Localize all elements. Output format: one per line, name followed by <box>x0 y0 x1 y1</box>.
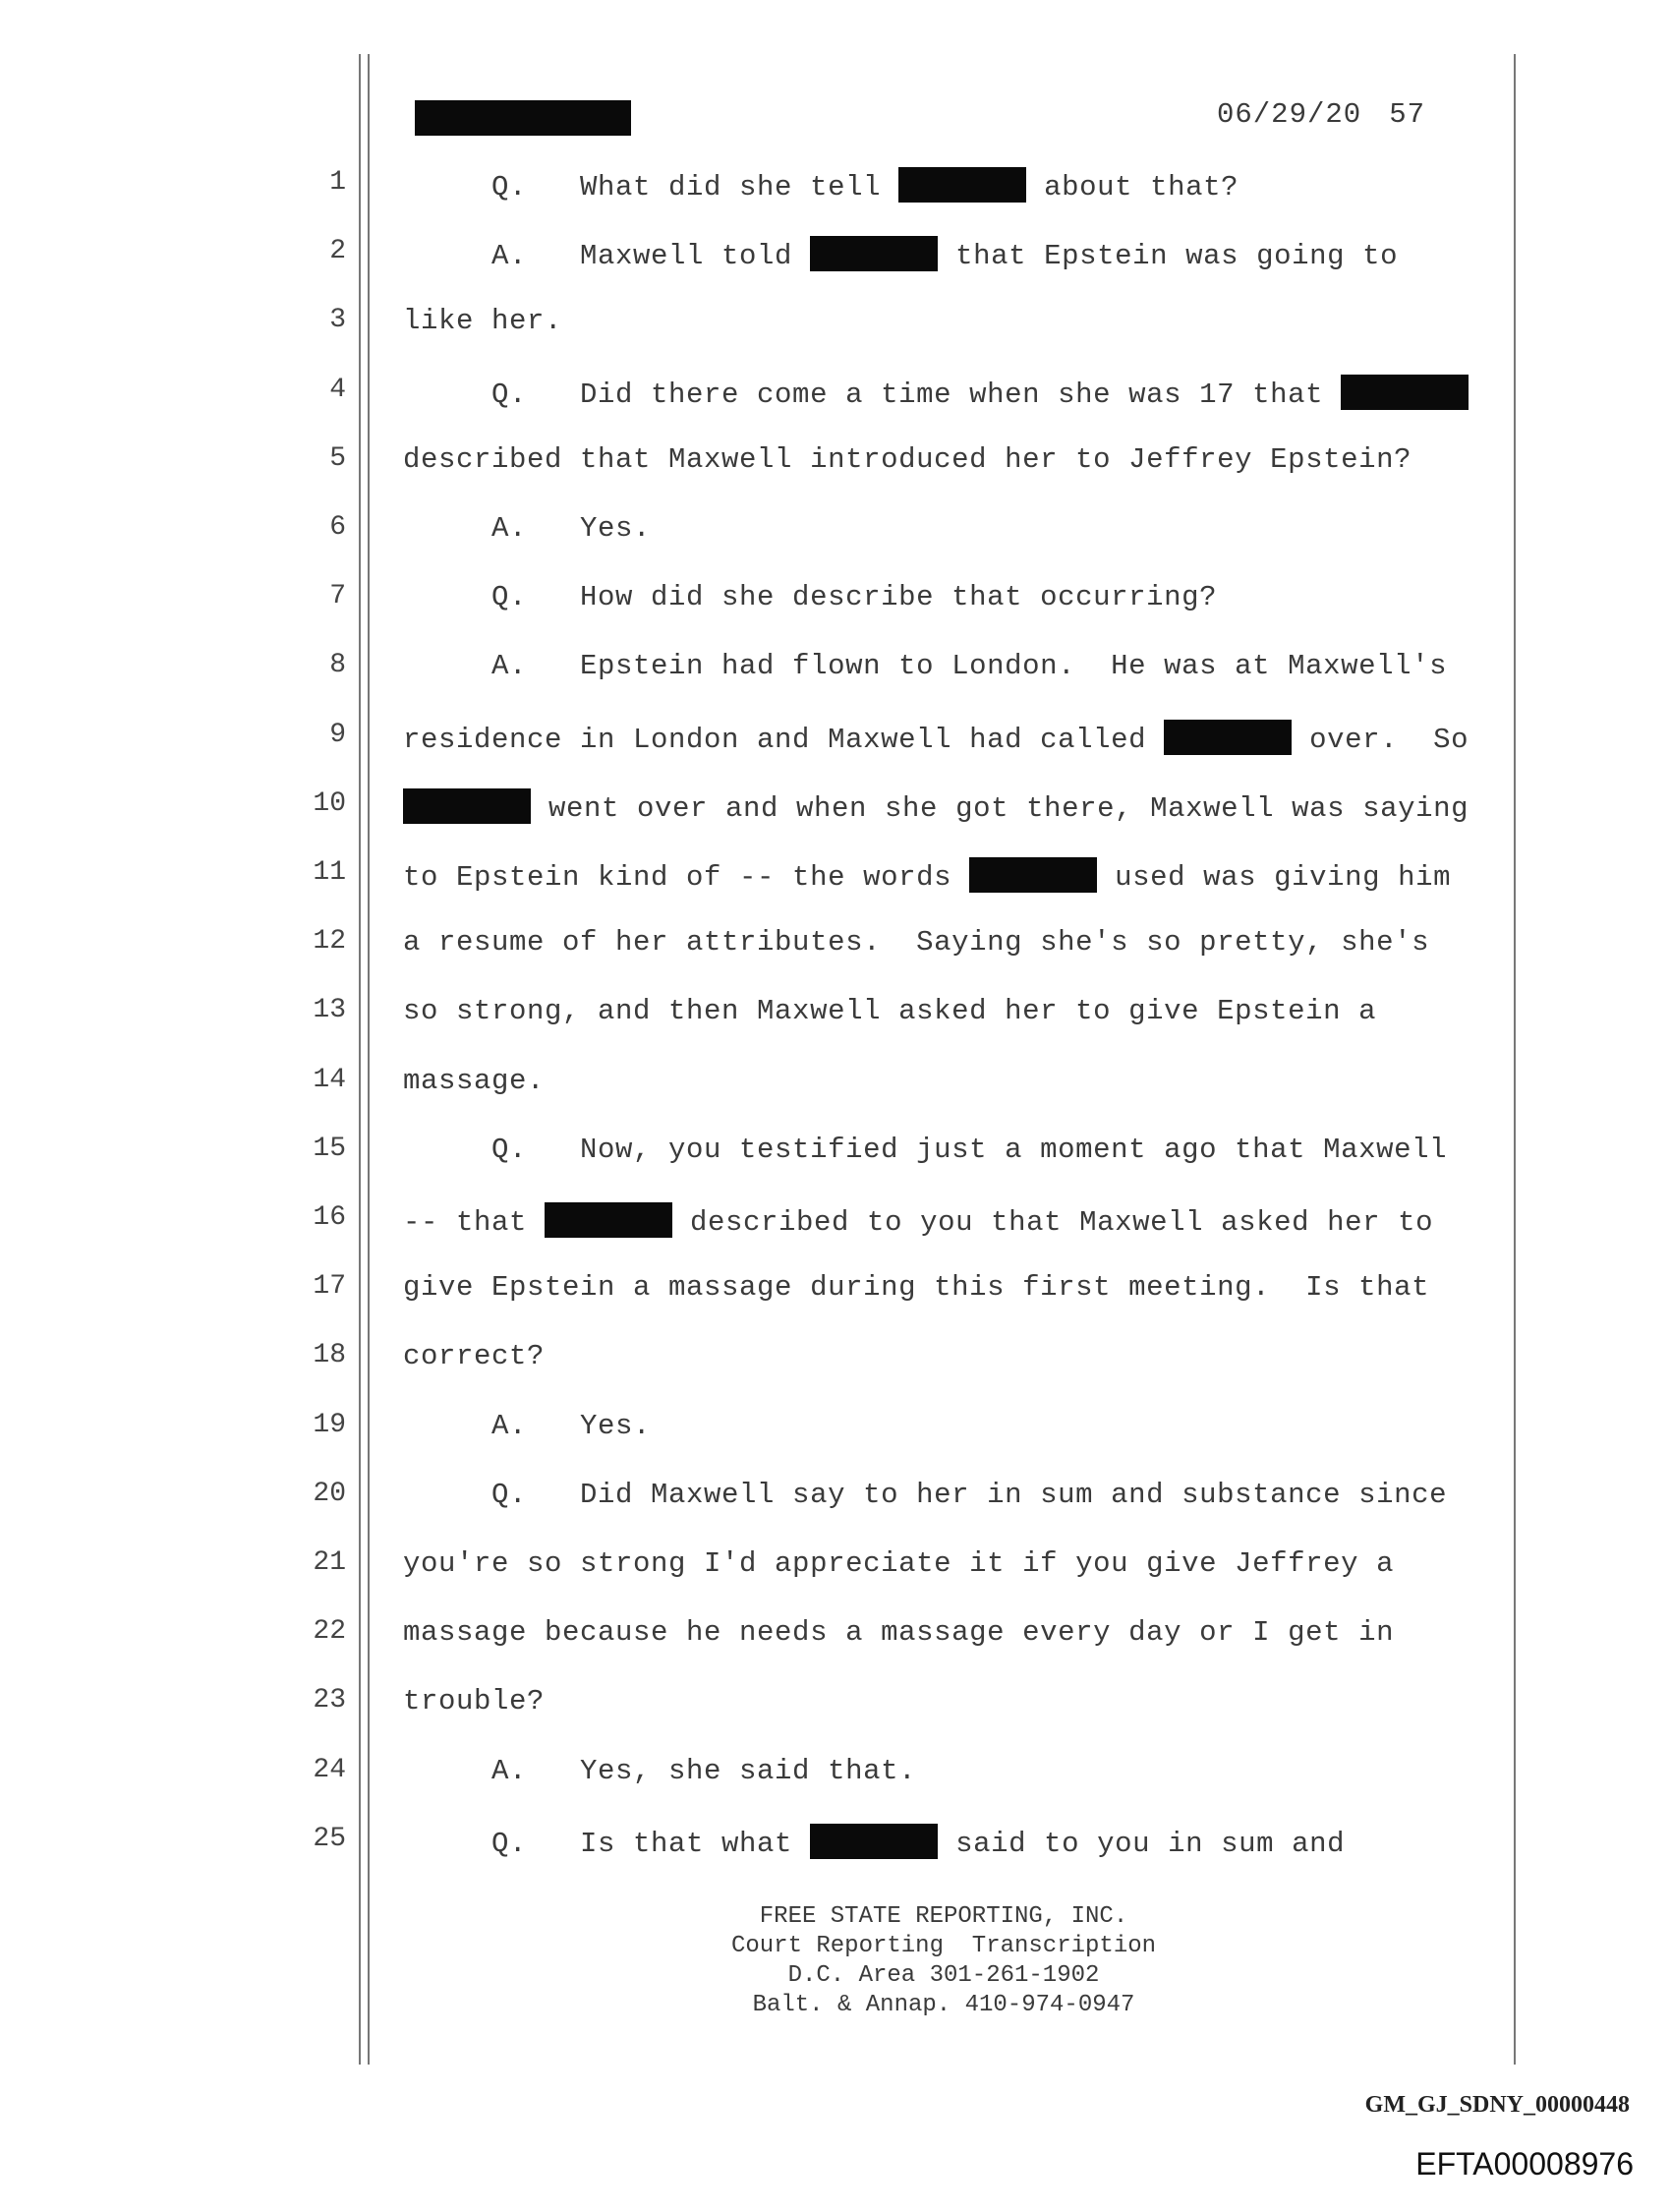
line-number: 24 <box>313 1754 346 1785</box>
line-text: residence in London and Maxwell had called <box>403 723 1165 756</box>
transcript-line <box>403 857 1451 894</box>
line-text: over. So <box>1292 723 1469 756</box>
line-text: A. Maxwell told <box>403 240 811 273</box>
line-number: 4 <box>329 374 346 405</box>
redaction-block <box>810 1824 938 1859</box>
line-number: 12 <box>313 926 346 958</box>
line-text: give Epstein a massage during this first meeting. Is that <box>403 1271 1430 1305</box>
line-number: 3 <box>329 305 346 336</box>
line-text: correct? <box>403 1340 546 1373</box>
line-number: 5 <box>329 442 346 474</box>
line-number: 14 <box>313 1064 346 1095</box>
line-text: described that Maxwell introduced her to Jeffrey Epstein? <box>403 442 1412 476</box>
line-number: 13 <box>313 995 346 1026</box>
line-text: Q. How did she describe that occurring? <box>403 581 1218 614</box>
line-text: Q. Now, you testified just a moment ago that Maxwell <box>403 1133 1448 1166</box>
line-number: 11 <box>313 857 346 888</box>
transcript-line <box>403 788 1469 825</box>
redaction-block <box>403 788 531 824</box>
line-text: Q. What did she tell <box>403 171 899 204</box>
line-number: 16 <box>313 1202 346 1233</box>
transcript-line <box>403 995 1376 1027</box>
line-number: 21 <box>313 1547 346 1578</box>
line-number: 15 <box>313 1133 346 1164</box>
transcript-line <box>403 1824 1345 1860</box>
transcript-line <box>403 305 562 337</box>
line-text: said to you in sum and <box>938 1827 1346 1860</box>
transcript-line <box>403 443 1412 476</box>
line-number: 10 <box>313 787 346 819</box>
line-number: 2 <box>329 236 346 267</box>
redaction-block <box>545 1202 672 1238</box>
line-number: 8 <box>329 650 346 681</box>
transcript-line <box>403 1755 916 1787</box>
line-number: 9 <box>329 719 346 750</box>
footer-dc-phone: D.C. Area 301-261-1902 <box>787 1962 1100 1989</box>
redaction-block <box>415 100 631 136</box>
transcript-line <box>403 1340 545 1372</box>
line-number: 19 <box>313 1409 346 1440</box>
transcript-line <box>403 512 651 545</box>
line-text: A. Epstein had flown to London. He was at Maxwell's <box>403 650 1448 683</box>
line-text: Q. Is that what <box>403 1827 811 1860</box>
efta-number: EFTA00008976 <box>1415 2146 1634 2182</box>
header-date-and-page <box>1217 98 1425 131</box>
line-text: to Epstein kind of -- the words <box>403 861 970 894</box>
transcript-line <box>403 926 1429 959</box>
line-text: went over and when she got there, Maxwell was saying <box>531 791 1469 825</box>
line-number: 18 <box>313 1340 346 1371</box>
transcript-line <box>403 1616 1394 1649</box>
transcript-line <box>403 1479 1447 1511</box>
transcript-line <box>403 1410 651 1442</box>
line-number: 7 <box>329 581 346 612</box>
transcript-line <box>403 1547 1394 1580</box>
line-number: 20 <box>313 1478 346 1509</box>
line-text: Q. Did Maxwell say to her in sum and substance since <box>403 1478 1448 1511</box>
header-date: 06/29/20 <box>1216 98 1362 131</box>
footer-balt-phone: Balt. & Annap. 410-974-0947 <box>752 1992 1135 2018</box>
redaction-block <box>969 857 1097 893</box>
transcript-line <box>403 1271 1429 1304</box>
line-text: trouble? <box>403 1685 546 1718</box>
transcript-line <box>403 581 1217 613</box>
line-text: described to you that Maxwell asked her to <box>672 1206 1434 1239</box>
line-number: 6 <box>329 512 346 543</box>
transcript-line <box>403 1685 545 1717</box>
redaction-block <box>898 167 1026 203</box>
line-number: 17 <box>313 1271 346 1303</box>
line-text: massage. <box>403 1064 546 1097</box>
left-margin-rule-outer <box>359 54 361 2065</box>
redaction-block <box>1164 720 1292 755</box>
reporter-footer <box>590 1902 1297 2020</box>
transcript-line <box>403 236 1398 272</box>
right-margin-rule <box>1514 54 1516 2065</box>
line-text: A. Yes. <box>403 512 652 545</box>
line-text: massage because he needs a massage every day or I get in <box>403 1616 1395 1650</box>
header-page-number: 57 <box>1389 98 1425 131</box>
line-number: 1 <box>329 167 346 198</box>
transcript-line <box>403 650 1447 682</box>
transcript-line <box>403 375 1469 411</box>
line-text: you're so strong I'd appreciate it if you give Jeffrey a <box>403 1547 1395 1580</box>
transcript-line <box>403 1134 1447 1166</box>
transcript-line <box>403 1202 1433 1239</box>
line-number: 25 <box>313 1823 346 1854</box>
left-margin-rule-inner <box>368 54 370 2065</box>
redaction-block <box>810 236 938 271</box>
redaction-block <box>1341 375 1469 410</box>
transcript-line <box>403 1065 545 1097</box>
line-text: used was giving him <box>1097 861 1452 894</box>
footer-company: FREE STATE REPORTING, INC. <box>759 1903 1128 1930</box>
line-text: -- that <box>403 1206 546 1239</box>
line-number: 22 <box>313 1616 346 1648</box>
line-text: about that? <box>1026 171 1239 204</box>
line-number: 23 <box>313 1685 346 1717</box>
line-text: Q. Did there come a time when she was 17 that <box>403 378 1342 411</box>
line-text: a resume of her attributes. Saying she's so pretty, she's <box>403 926 1430 960</box>
transcript-line <box>403 720 1469 756</box>
transcript-line <box>403 167 1239 204</box>
line-text: A. Yes. <box>403 1409 652 1442</box>
line-text: that Epstein was going to <box>938 240 1399 273</box>
line-text: so strong, and then Maxwell asked her to give Epstein a <box>403 995 1377 1028</box>
page-header <box>413 98 1425 138</box>
bates-number: GM_GJ_SDNY_00000448 <box>1364 2092 1630 2118</box>
line-text: like her. <box>403 305 563 338</box>
footer-service: Court Reporting Transcription <box>730 1933 1157 1959</box>
line-text: A. Yes, she said that. <box>403 1754 917 1787</box>
